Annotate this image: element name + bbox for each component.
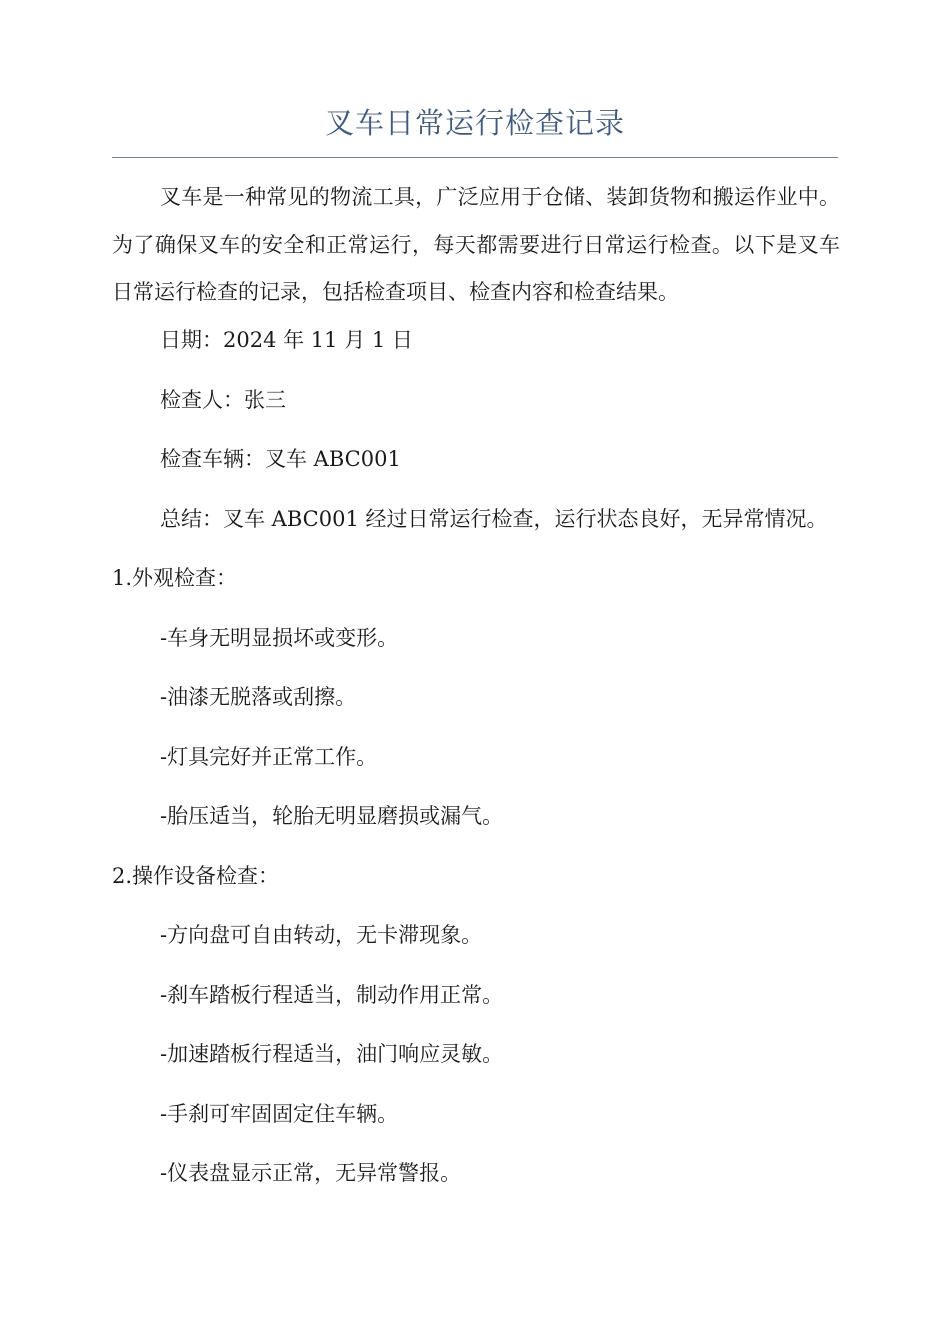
list-item: -手刹可牢固固定住车辆。 [160, 1102, 399, 1126]
summary-line: 总结：叉车 ABC001 经过日常运行检查，运行状态良好，无异常情况。 [160, 507, 828, 531]
list-item: -车身无明显损坏或变形。 [160, 626, 399, 650]
list-item: -油漆无脱落或刮擦。 [160, 685, 357, 709]
list-item: -胎压适当，轮胎无明显磨损或漏气。 [160, 804, 504, 828]
intro-paragraph: 叉车是一种常见的物流工具，广泛应用于仓储、装卸货物和搬运作业中。为了确保叉车的安全和正常运行，每天都需要进行日常运行检查。以下是叉车日常运行检查的记录，包括检查项目、检查内容和检查结果。 [112, 185, 840, 304]
title-divider [112, 157, 838, 158]
list-item: -方向盘可自由转动，无卡滞现象。 [160, 923, 483, 947]
list-item: -仪表盘显示正常，无异常警报。 [160, 1161, 462, 1185]
list-item: -刹车踏板行程适当，制动作用正常。 [160, 983, 504, 1007]
section-heading: 1.外观检查： [112, 566, 238, 590]
section-heading: 2.操作设备检查： [112, 864, 280, 888]
vehicle-line: 检查车辆：叉车 ABC001 [160, 447, 401, 471]
date-line: 日期：2024 年 11 月 1 日 [160, 328, 413, 352]
document-title: 叉车日常运行检查记录 [324, 106, 625, 140]
list-item: -灯具完好并正常工作。 [160, 745, 378, 769]
inspector-line: 检查人：张三 [160, 388, 286, 412]
list-item: -加速踏板行程适当，油门响应灵敏。 [160, 1042, 504, 1066]
